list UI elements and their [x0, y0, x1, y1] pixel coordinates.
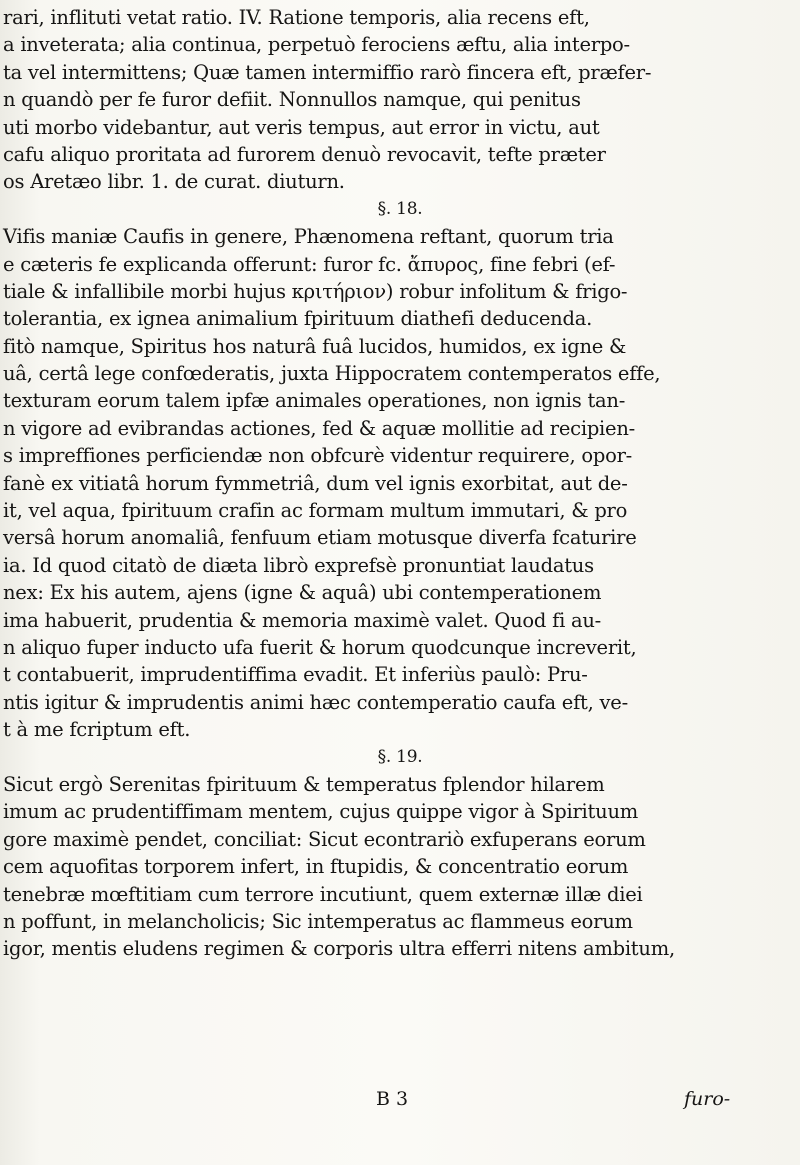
text-line-12: tolerantia, ex ignea animalium fpirituum diathefi deducenda.: [3, 307, 593, 331]
text-line-23: ima habuerit, prudentia & memoria maximè valet. Quod fi au-: [3, 608, 602, 632]
text-line-34: n poffunt, in melancholicis; Sic intemperatus ac flammeus eorum: [3, 909, 633, 933]
text-line-7: os Aretæo libr. 1. de curat. diuturn.: [3, 170, 345, 194]
text-line-24: n aliquo fuper inducto ufa fuerit & horum quodcunque increverit,: [3, 635, 637, 659]
text-line-15: texturam eorum talem ipfæ animales operationes, non ignis tan-: [3, 389, 626, 413]
text-line-32: cem aquofitas torporem infert, in ftupidis, & concentratio eorum: [3, 855, 629, 879]
section-heading-18: §. 18.: [377, 198, 423, 219]
text-line-26: ntis igitur & imprudentis animi hæc contemperatio caufa eft, ve-: [3, 690, 628, 714]
page-footer: [0, 1084, 800, 1114]
text-line-1: rari, inflituti vetat ratio. IV. Ratione temporis, alia recens eft,: [3, 6, 590, 29]
text-line-11: tiale & infallibile morbi hujus κριτήριον) robur infolitum & frigo-: [3, 279, 628, 303]
text-line-27: t à me fcriptum eft.: [3, 718, 191, 742]
text-line-19: it, vel aqua, fpirituum crafin ac formam multum immutari, & pro: [3, 499, 628, 523]
text-line-17: s impreffiones perficiendæ non obfcurè videntur requirere, opor-: [3, 444, 632, 468]
body-text: [0, 4, 800, 963]
text-line-29: Sicut ergò Serenitas fpirituum & temperatus fplendor hilarem: [3, 772, 605, 796]
text-line-10: e cæteris fe explicanda offerunt: furor fc. ἄπυρος, fine febri (ef-: [3, 252, 616, 276]
text-line-25: t contabuerit, imprudentiffima evadit. Et inferiùs paulò: Pru-: [3, 663, 588, 687]
text-line-3: ta vel intermittens; Quæ tamen intermiffio rarò fincera eft, præfer-: [3, 60, 652, 84]
text-line-2: a inveterata; alia continua, perpetuò ferociens æftu, alia interpo-: [3, 33, 630, 57]
text-line-22: nex: Ex his autem, ajens (igne & aquâ) ubi contemperationem: [3, 581, 602, 605]
text-line-31: gore maximè pendet, conciliat: Sicut econtrariò exfuperans eorum: [3, 827, 646, 851]
signature-mark: B 3: [376, 1088, 409, 1110]
text-line-14: uâ, certâ lege confœderatis, juxta Hippocratem contemperatos effe,: [3, 362, 661, 386]
text-line-21: ia. Id quod citatò de diæta librò exprefsè pronuntiat laudatus: [3, 553, 594, 577]
text-line-5: uti morbo videbantur, aut veris tempus, aut error in victu, aut: [3, 115, 600, 139]
text-line-18: fanè ex vitiatâ horum fymmetriâ, dum vel ignis exorbitat, aut de-: [3, 471, 628, 495]
text-line-13: fitò namque, Spiritus hos naturâ fuâ lucidos, humidos, ex igne &: [3, 334, 627, 358]
text-line-16: n vigore ad evibrandas actiones, fed & aquæ mollitie ad recipien-: [3, 416, 635, 440]
section-heading-19: §. 19.: [377, 746, 423, 767]
catchword: furo-: [684, 1088, 731, 1110]
text-line-20: versâ horum anomaliâ, fenfuum etiam motusque diverfa fcaturire: [3, 526, 637, 550]
text-line-35: igor, mentis eludens regimen & corporis ultra efferri nitens ambitum,: [3, 937, 675, 961]
text-line-9: Vifis maniæ Caufis in genere, Phænomena reftant, quorum tria: [3, 225, 614, 249]
text-line-33: tenebræ mœftitiam cum terrore incutiunt, quem externæ illæ diei: [3, 882, 643, 906]
text-line-4: n quandò per fe furor defiit. Nonnullos namque, qui penitus: [3, 88, 581, 112]
text-line-6: cafu aliquo proritata ad furorem denuò revocavit, tefte præter: [3, 142, 606, 166]
text-line-30: imum ac prudentiffimam mentem, cujus quippe vigor à Spirituum: [3, 800, 638, 824]
